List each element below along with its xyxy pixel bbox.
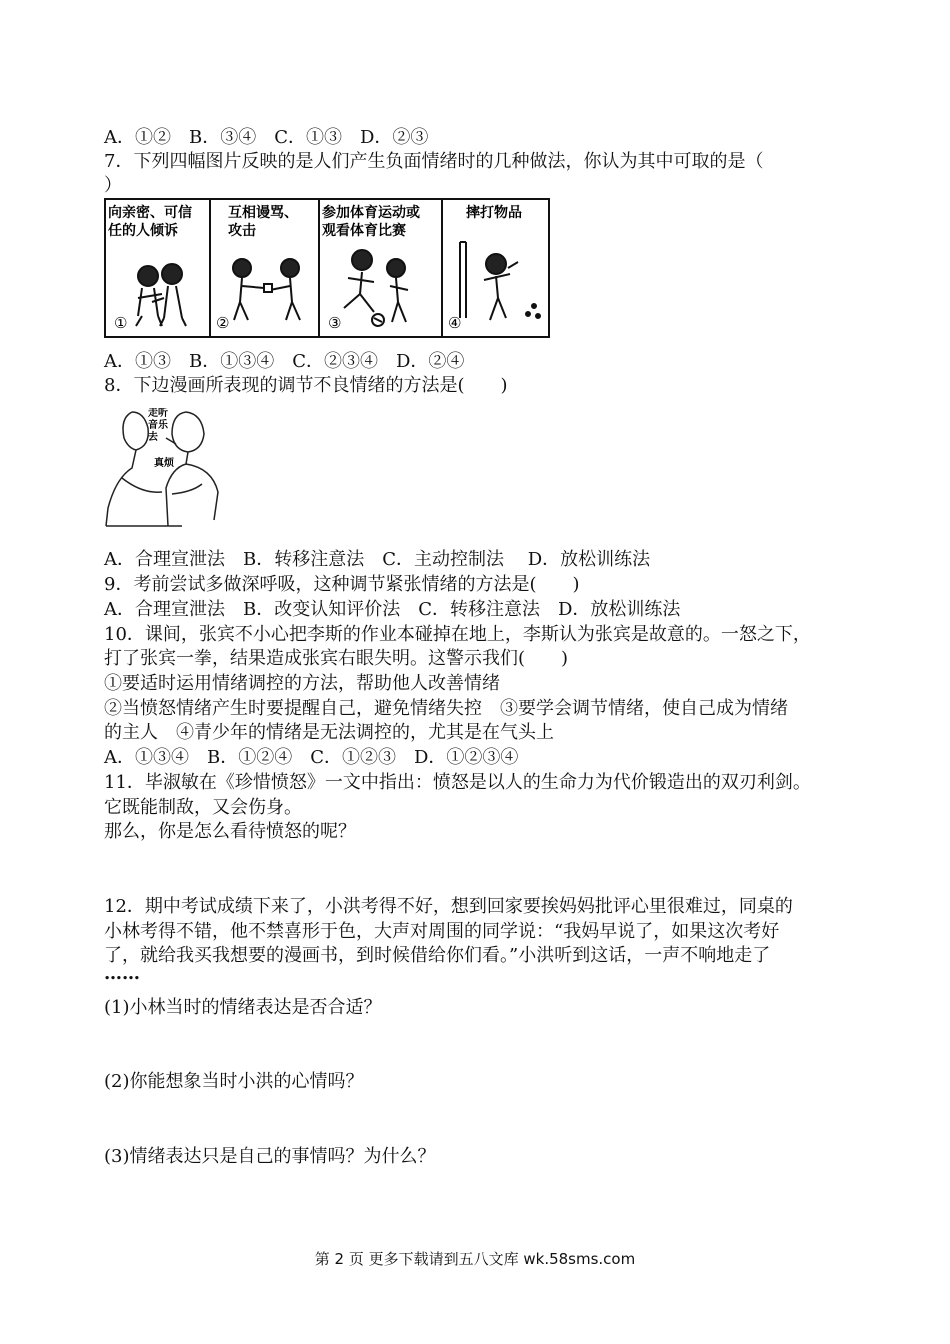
q8-cartoon bbox=[102, 408, 242, 528]
q12-sub-1: (1)小林当时的情绪表达是否合适？ bbox=[104, 997, 382, 1018]
panel-4-number: ④ bbox=[448, 314, 462, 332]
panel-1-number: ① bbox=[114, 314, 128, 332]
q10-statement-2-3: ②当愤怒情绪产生时要提醒自己，避免情绪失控 ③要学会调节情绪，使自己成为情绪 bbox=[104, 698, 788, 719]
q7-panel-1 bbox=[108, 204, 192, 332]
q8-stem: 8．下边漫画所表现的调节不良情绪的方法是( ) bbox=[104, 375, 508, 396]
page-footer: 第 2 页 更多下载请到五八文库 wk.58sms.com bbox=[314, 1250, 636, 1268]
panel-1-caption-line-2: 任的人倾诉 bbox=[108, 223, 178, 239]
panel-1-illustration bbox=[136, 264, 186, 326]
q11-question: 那么，你是怎么看待愤怒的呢？ bbox=[104, 821, 356, 842]
q8-options: A．合理宣泄法 B．转移注意法 C．主动控制法 D．放松训练法 bbox=[104, 549, 651, 570]
panel-2-number: ② bbox=[216, 314, 230, 332]
panel-3-caption-line-1: 参加体育运动或 bbox=[322, 205, 420, 221]
q11-stem-cont: 它既能制敌，又会伤身。 bbox=[104, 797, 302, 818]
q9-options: A．合理宣泄法 B．改变认知评价法 C．转移注意法 D．放松训练法 bbox=[104, 599, 681, 620]
q12-stem-cont-2: 了，就给我买我想要的漫画书，到时候借给你们看。”小洪听到这话，一声不响地走了 bbox=[104, 945, 771, 966]
q8-bubble-line-4: 真烦 bbox=[154, 458, 174, 469]
q7-panel-2 bbox=[216, 204, 300, 332]
q8-bubble-line-1: 走听 bbox=[148, 408, 168, 419]
panel-3-illustration bbox=[344, 250, 408, 326]
q12-sub-3: (3)情绪表达只是自己的事情吗？为什么？ bbox=[104, 1146, 436, 1167]
q11-stem: 11．毕淑敏在《珍惜愤怒》一文中指出：愤怒是以人的生命力为代价锻造出的双刃利剑。 bbox=[104, 772, 811, 793]
q7-figure bbox=[104, 198, 550, 338]
q10-statement-3-4: 的主人 ④青少年的情绪是无法调控的，尤其是在气头上 bbox=[104, 722, 554, 743]
panel-2-caption-line-1: 互相谩骂、 bbox=[228, 205, 298, 221]
panel-4-illustration bbox=[460, 242, 540, 320]
q7-stem-cont: ） bbox=[104, 175, 122, 196]
panel-4-caption-line-1: 摔打物品 bbox=[466, 205, 522, 221]
q12-stem-cont-3: …… bbox=[104, 963, 140, 984]
q12-stem-cont-1: 小林考得不错，他不禁喜形于色，大声对周围的同学说：“我妈早说了，如果这次考好 bbox=[104, 921, 780, 942]
q10-statement-1: ①要适时运用情绪调控的方法，帮助他人改善情绪 bbox=[104, 673, 500, 694]
panel-1-caption-line-1: 向亲密、可信 bbox=[108, 205, 192, 221]
q12-stem: 12．期中考试成绩下来了，小洪考得不好，想到回家要挨妈妈批评心里很难过，同桌的 bbox=[104, 896, 793, 917]
panel-2-illustration bbox=[233, 259, 300, 320]
q10-stem: 10．课间，张宾不小心把李斯的作业本碰掉在地上，李斯认为张宾是故意的。一怒之下， bbox=[104, 624, 811, 645]
q10-stem-cont: 打了张宾一拳，结果造成张宾右眼失明。这警示我们( ) bbox=[104, 648, 569, 669]
q10-options: A．①③④ B．①②④ C．①②③ D．①②③④ bbox=[104, 747, 519, 768]
panel-3-number: ③ bbox=[328, 314, 342, 332]
q9-stem: 9．考前尝试多做深呼吸，这种调节紧张情绪的方法是( ) bbox=[104, 574, 580, 595]
q7-panel-3 bbox=[322, 204, 420, 332]
q7-options: A．①③ B．①③④ C．②③④ D．②④ bbox=[104, 351, 465, 372]
q7-stem: 7．下列四幅图片反映的是人们产生负面情绪时的几种做法，你认为其中可取的是（ bbox=[104, 151, 764, 172]
q8-bubble-line-2: 音乐 bbox=[148, 420, 168, 431]
q8-bubble-line-3: 去 bbox=[148, 432, 158, 443]
panel-3-caption-line-2: 观看体育比赛 bbox=[322, 223, 406, 239]
q7-panel-4 bbox=[448, 204, 540, 332]
panel-2-caption-line-2: 攻击 bbox=[228, 223, 256, 239]
q12-sub-2: (2)你能想象当时小洪的心情吗？ bbox=[104, 1071, 364, 1092]
q6-options: A．①② B．③④ C．①③ D．②③ bbox=[104, 127, 429, 148]
